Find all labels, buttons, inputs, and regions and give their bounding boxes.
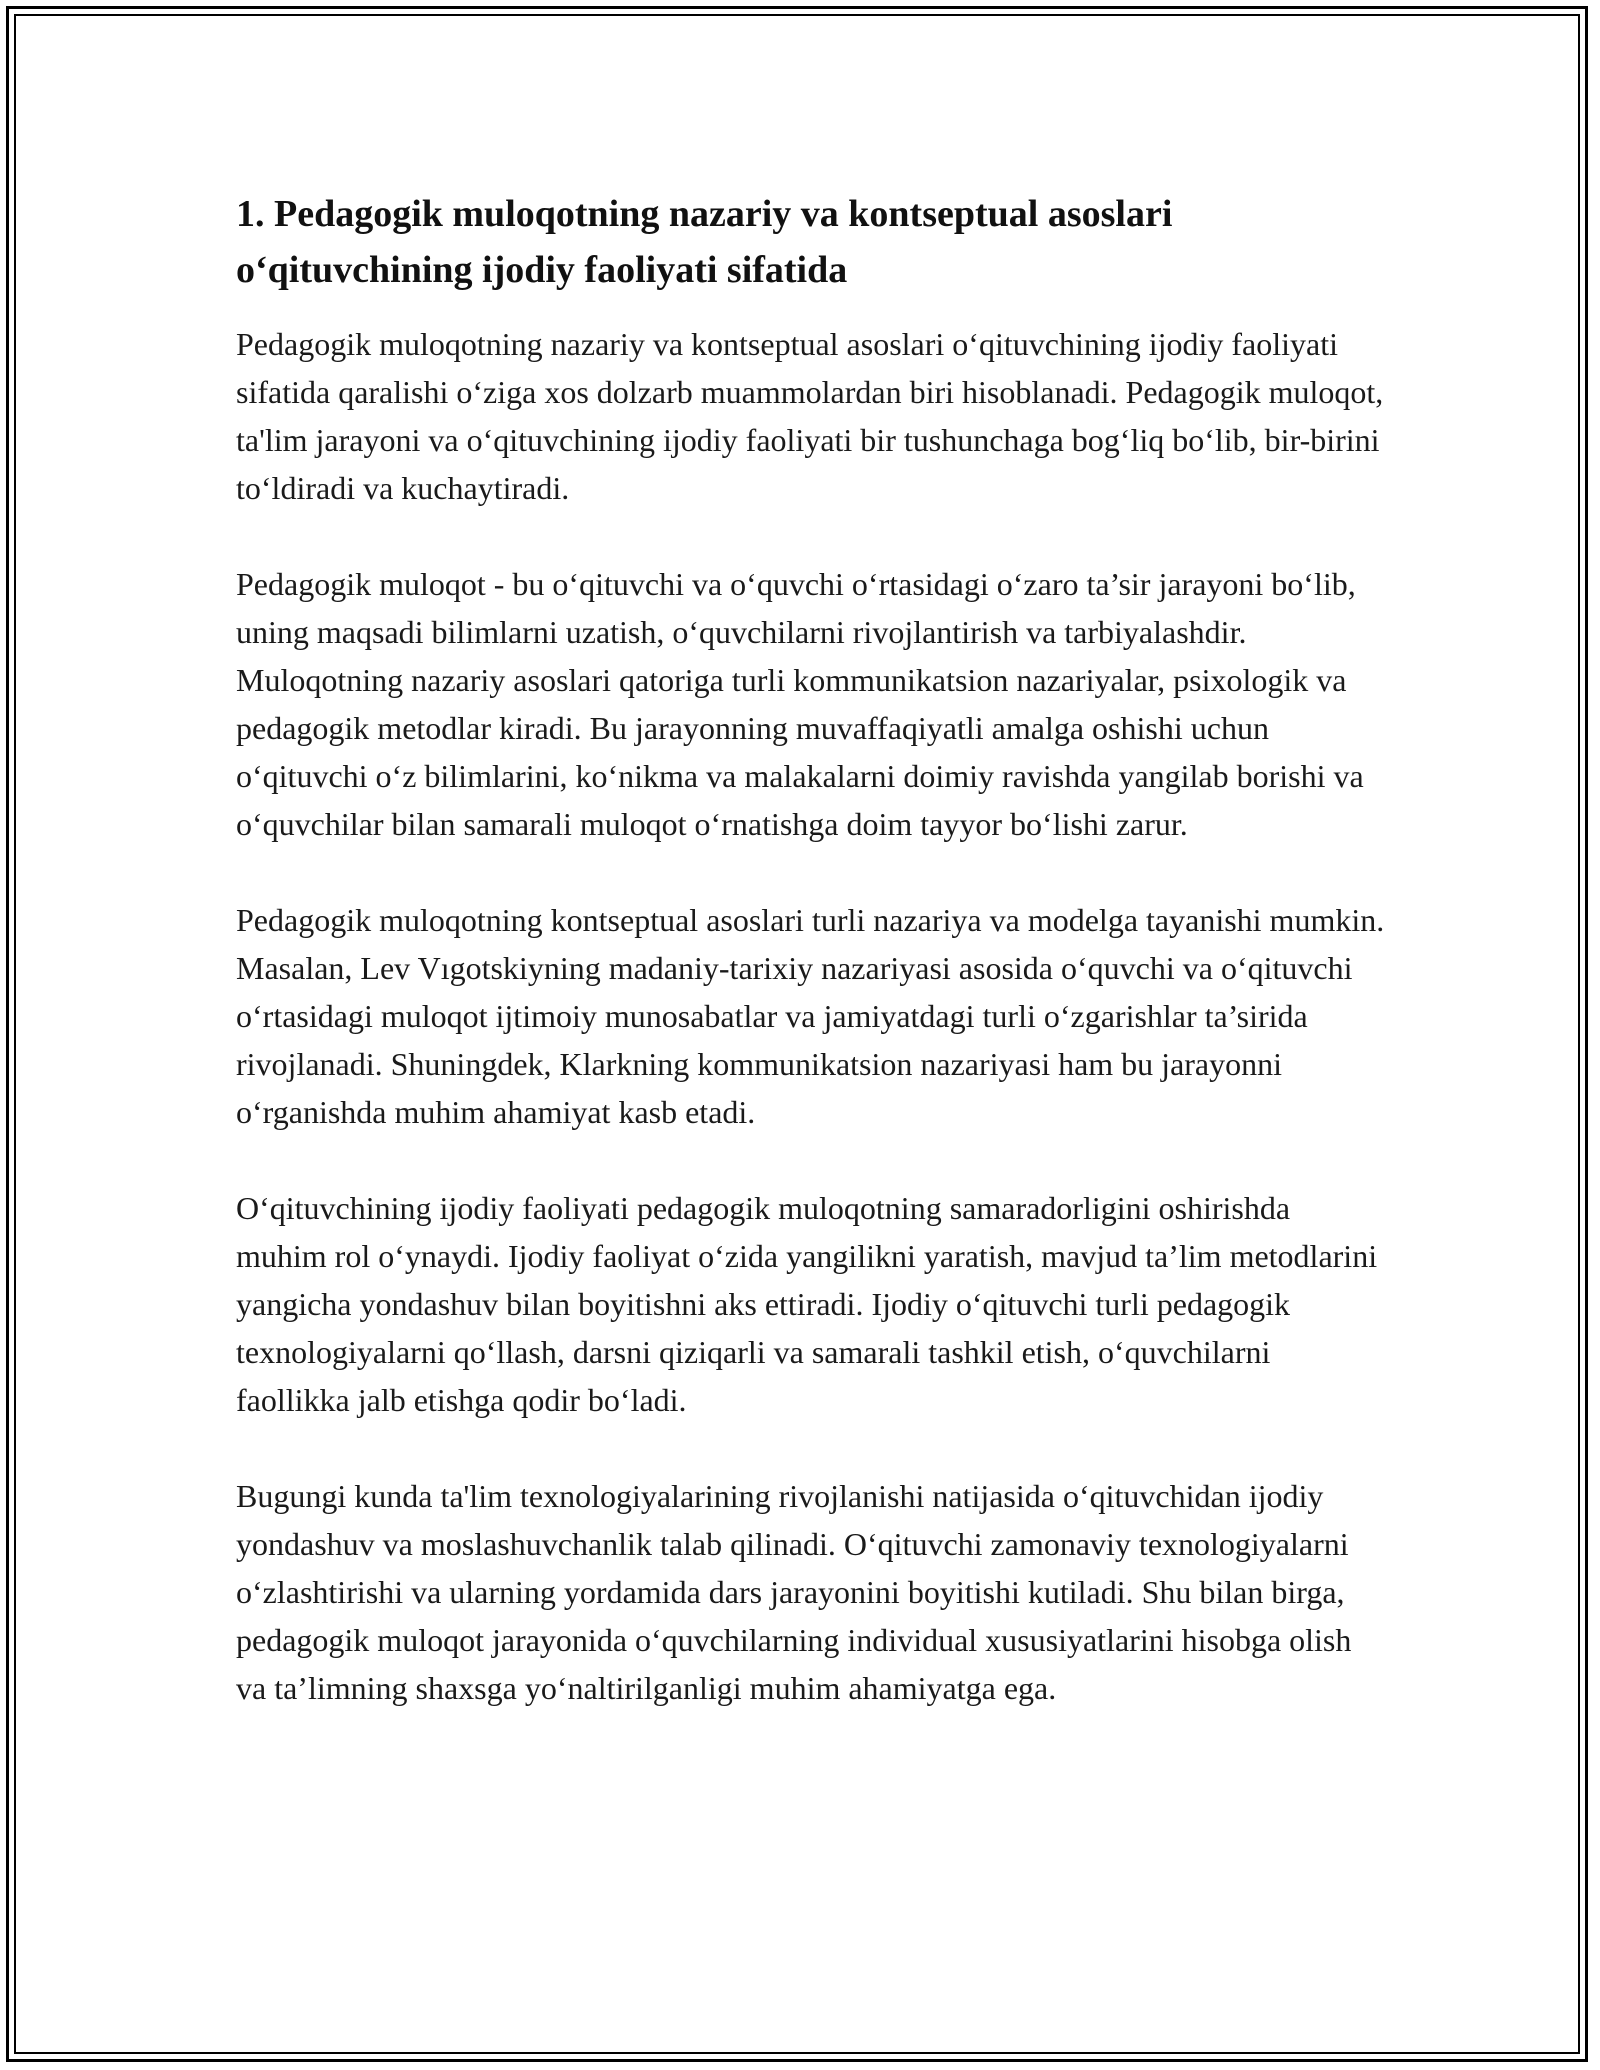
paragraph-5: Bugungi kunda ta'lim texnologiyalarining rivojlanishi natijasida o‘qituvchidan ijodiy yondashuv va moslashuvchanlik talab qilinadi. O‘qituvchi zamonaviy texnologiyalarni o‘zlashtirishi va ularning yordamida dars jarayonini boyitishi kutiladi. Shu bilan birga, pedagogik muloqot jarayonida o‘quvchilarning individual xususiyatlarini hisobga olish va ta’limning shaxsga yo‘naltirilganligi muhim ahamiyatga ega. <box>236 1478 1352 1706</box>
paragraph-3: Pedagogik muloqotning kontseptual asoslari turli nazariya va modelga tayanishi mumkin. Masalan, Lev Vıgotskiyning madaniy-tarixiy nazariyasi asosida o‘quvchi va o‘qituvchi o‘rtasidagi muloqot ijtimoiy munosabatlar va jamiyatdagi turli o‘zgarishlar ta’sirida rivojlanadi. Shuningdek, Klarkning kommunikatsion nazariyasi ham bu jarayonni o‘rganishda muhim ahamiyat kasb etadi. <box>236 902 1385 1130</box>
paragraph-1: Pedagogik muloqotning nazariy va kontseptual asoslari o‘qituvchining ijodiy faoliyati sifatida qaralishi o‘ziga xos dolzarb muammolardan biri hisoblanadi. Pedagogik muloqot, ta'lim jarayoni va o‘qituvchining ijodiy faoliyati bir tushunchaga bog‘liq bo‘lib, bir-birini to‘ldiradi va kuchaytiradi. <box>236 326 1384 506</box>
paragraph-2: Pedagogik muloqot - bu o‘qituvchi va o‘quvchi o‘rtasidagi o‘zaro ta’sir jarayoni bo‘lib, uning maqsadi bilimlarni uzatish, o‘quvchilarni rivojlantirish va tarbiyalashdir. Muloqotning nazariy asoslari qatoriga turli kommunikatsion nazariyalar, psixologik va pedagogik metodlar kiradi. Bu jarayonning muvaffaqiyatli amalga oshishi uchun o‘qituvchi o‘z bilimlarini, ko‘nikma va malakalarni doimiy ravishda yangilab borishi va o‘quvchilar bilan samarali muloqot o‘rnatishga doim tayyor bo‘lishi zarur. <box>236 566 1364 842</box>
section-heading-line-1: 1. Pedagogik muloqotning nazariy va kontseptual asoslari <box>236 193 1173 235</box>
section-heading-line-2: o‘qituvchining ijodiy faoliyati sifatida <box>236 249 848 291</box>
document-body <box>236 186 1386 1712</box>
paragraph-4: O‘qituvchining ijodiy faoliyati pedagogik muloqotning samaradorligini oshirishda muhim rol o‘ynaydi. Ijodiy faoliyat o‘zida yangilikni yaratish, mavjud ta’lim metodlarini yangicha yondashuv bilan boyitishni aks ettiradi. Ijodiy o‘qituvchi turli pedagogik texnologiyalarni qo‘llash, darsni qiziqarli va samarali tashkil etish, o‘quvchilarni faollikka jalb etishga qodir bo‘ladi. <box>236 1190 1378 1418</box>
section-heading <box>236 186 1386 298</box>
